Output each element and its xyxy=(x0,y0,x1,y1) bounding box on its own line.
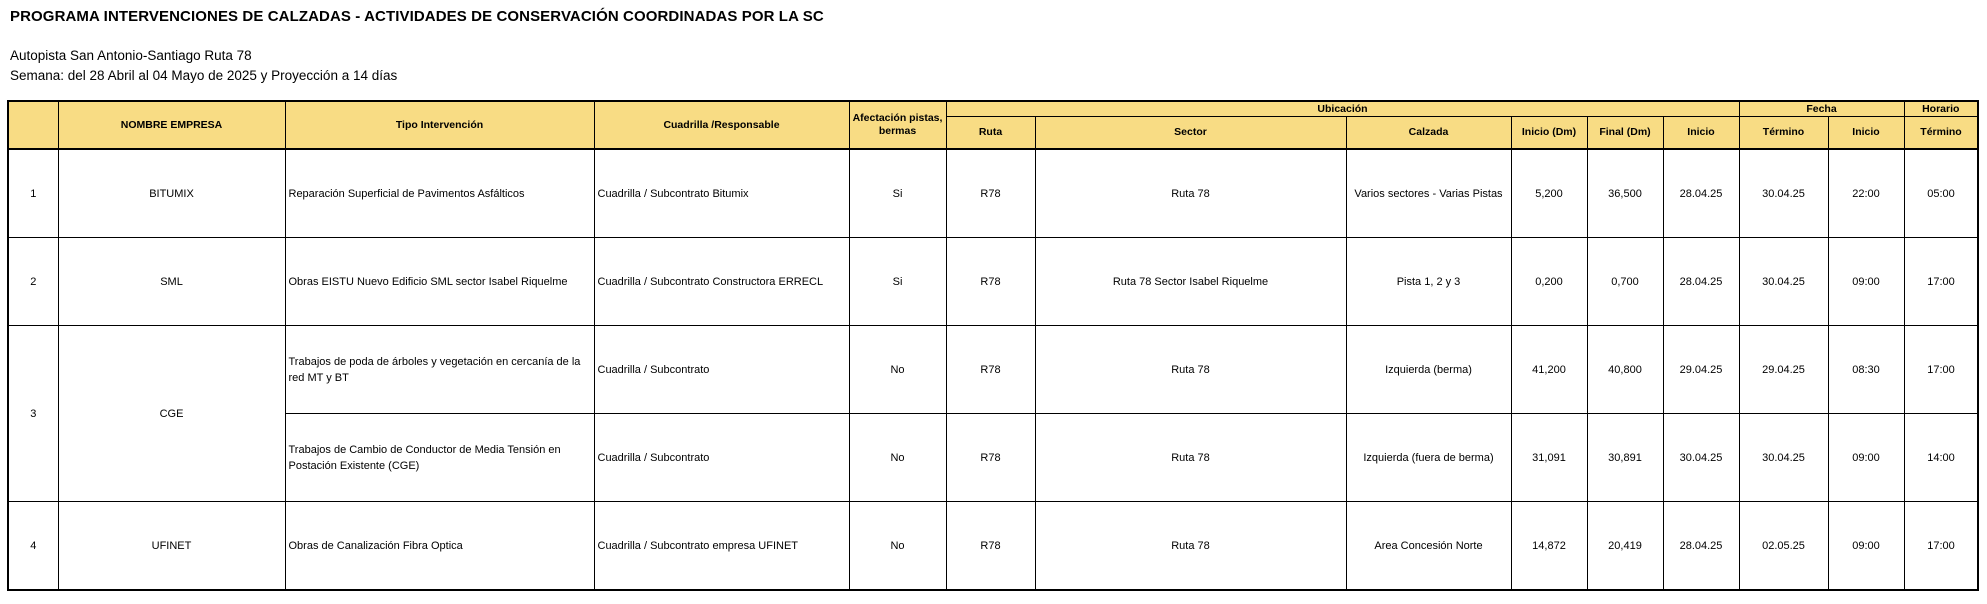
cell-fecha-termino: 29.04.25 xyxy=(1739,326,1828,414)
cell-inicio-dm: 5,200 xyxy=(1511,149,1587,238)
cell-calzada: Area Concesión Norte xyxy=(1346,502,1511,591)
header-fecha-termino: Término xyxy=(1739,117,1828,150)
cell-ruta: R78 xyxy=(946,149,1035,238)
cell-inicio-dm: 0,200 xyxy=(1511,238,1587,326)
cell-afectacion: No xyxy=(849,414,946,502)
cell-cuadrilla: Cuadrilla / Subcontrato Bitumix xyxy=(594,149,849,238)
cell-cuadrilla: Cuadrilla / Subcontrato Constructora ERRECL xyxy=(594,238,849,326)
header-num xyxy=(8,101,58,149)
cell-hora-termino: 05:00 xyxy=(1904,149,1978,238)
header-ruta: Ruta xyxy=(946,117,1035,150)
header-ubicacion: Ubicación xyxy=(946,101,1739,117)
cell-fecha-termino: 30.04.25 xyxy=(1739,238,1828,326)
cell-afectacion: Si xyxy=(849,238,946,326)
cell-hora-termino: 17:00 xyxy=(1904,238,1978,326)
header-row-groups xyxy=(8,101,1978,117)
header-hora-inicio: Inicio xyxy=(1828,117,1904,150)
header-final-dm: Final (Dm) xyxy=(1587,117,1663,150)
cell-fecha-termino: 30.04.25 xyxy=(1739,414,1828,502)
cell-ruta: R78 xyxy=(946,502,1035,591)
cell-final-dm: 0,700 xyxy=(1587,238,1663,326)
cell-empresa: CGE xyxy=(58,326,285,502)
header-calzada: Calzada xyxy=(1346,117,1511,150)
cell-fecha-inicio: 30.04.25 xyxy=(1663,414,1739,502)
cell-calzada: Varios sectores - Varias Pistas xyxy=(1346,149,1511,238)
cell-fecha-inicio: 28.04.25 xyxy=(1663,502,1739,591)
row-number: 2 xyxy=(8,238,58,326)
cell-sector: Ruta 78 xyxy=(1035,502,1346,591)
cell-hora-termino: 17:00 xyxy=(1904,326,1978,414)
header-empresa: NOMBRE EMPRESA xyxy=(58,101,285,149)
header-afectacion: Afectación pistas, bermas xyxy=(849,101,946,149)
cell-hora-inicio: 09:00 xyxy=(1828,238,1904,326)
cell-final-dm: 40,800 xyxy=(1587,326,1663,414)
cell-afectacion: Si xyxy=(849,149,946,238)
cell-ruta: R78 xyxy=(946,238,1035,326)
cell-inicio-dm: 14,872 xyxy=(1511,502,1587,591)
row-number: 4 xyxy=(8,502,58,591)
cell-fecha-inicio: 29.04.25 xyxy=(1663,326,1739,414)
cell-hora-inicio: 09:00 xyxy=(1828,502,1904,591)
cell-tipo: Trabajos de Cambio de Conductor de Media Tensión en Postación Existente (CGE) xyxy=(285,414,594,502)
cell-fecha-inicio: 28.04.25 xyxy=(1663,149,1739,238)
cell-empresa: BITUMIX xyxy=(58,149,285,238)
cell-final-dm: 36,500 xyxy=(1587,149,1663,238)
cell-hora-inicio: 08:30 xyxy=(1828,326,1904,414)
row-number: 3 xyxy=(8,326,58,502)
cell-calzada: Izquierda (fuera de berma) xyxy=(1346,414,1511,502)
cell-cuadrilla: Cuadrilla / Subcontrato xyxy=(594,414,849,502)
table-row xyxy=(8,502,1978,591)
subtitle-week: Semana: del 28 Abril al 04 Mayo de 2025 y Proyección a 14 días xyxy=(10,68,398,83)
header-inicio-dm: Inicio (Dm) xyxy=(1511,117,1587,150)
cell-cuadrilla: Cuadrilla / Subcontrato xyxy=(594,326,849,414)
table-row xyxy=(8,414,1978,502)
cell-sector: Ruta 78 xyxy=(1035,326,1346,414)
cell-tipo: Obras EISTU Nuevo Edificio SML sector Isabel Riquelme xyxy=(285,238,594,326)
header-fecha-inicio: Inicio xyxy=(1663,117,1739,150)
cell-hora-termino: 14:00 xyxy=(1904,414,1978,502)
page-title: PROGRAMA INTERVENCIONES DE CALZADAS - ACTIVIDADES DE CONSERVACIÓN COORDINADAS POR LA SC xyxy=(10,8,824,25)
table-row xyxy=(8,326,1978,414)
cell-tipo: Obras de Canalización Fibra Optica xyxy=(285,502,594,591)
cell-calzada: Pista 1, 2 y 3 xyxy=(1346,238,1511,326)
cell-ruta: R78 xyxy=(946,326,1035,414)
cell-empresa: SML xyxy=(58,238,285,326)
cell-afectacion: No xyxy=(849,326,946,414)
header-fecha: Fecha xyxy=(1739,101,1904,117)
cell-final-dm: 30,891 xyxy=(1587,414,1663,502)
interventions-table xyxy=(7,100,1979,591)
table-row xyxy=(8,238,1978,326)
header-cuadrilla: Cuadrilla /Responsable xyxy=(594,101,849,149)
cell-hora-inicio: 22:00 xyxy=(1828,149,1904,238)
cell-inicio-dm: 41,200 xyxy=(1511,326,1587,414)
cell-calzada: Izquierda (berma) xyxy=(1346,326,1511,414)
cell-cuadrilla: Cuadrilla / Subcontrato empresa UFINET xyxy=(594,502,849,591)
cell-ruta: R78 xyxy=(946,414,1035,502)
header-tipo: Tipo Intervención xyxy=(285,101,594,149)
table-row xyxy=(8,149,1978,238)
cell-afectacion: No xyxy=(849,502,946,591)
header-sector: Sector xyxy=(1035,117,1346,150)
cell-fecha-termino: 02.05.25 xyxy=(1739,502,1828,591)
cell-final-dm: 20,419 xyxy=(1587,502,1663,591)
cell-empresa: UFINET xyxy=(58,502,285,591)
cell-fecha-inicio: 28.04.25 xyxy=(1663,238,1739,326)
cell-tipo: Trabajos de poda de árboles y vegetación en cercanía de la red MT y BT xyxy=(285,326,594,414)
cell-tipo: Reparación Superficial de Pavimentos Asfálticos xyxy=(285,149,594,238)
cell-hora-inicio: 09:00 xyxy=(1828,414,1904,502)
cell-fecha-termino: 30.04.25 xyxy=(1739,149,1828,238)
cell-sector: Ruta 78 xyxy=(1035,414,1346,502)
cell-sector: Ruta 78 xyxy=(1035,149,1346,238)
cell-sector: Ruta 78 Sector Isabel Riquelme xyxy=(1035,238,1346,326)
header-horario: Horario xyxy=(1904,101,1978,117)
cell-inicio-dm: 31,091 xyxy=(1511,414,1587,502)
header-hora-termino: Término xyxy=(1904,117,1978,150)
subtitle-highway: Autopista San Antonio-Santiago Ruta 78 xyxy=(10,48,252,63)
row-number: 1 xyxy=(8,149,58,238)
cell-hora-termino: 17:00 xyxy=(1904,502,1978,591)
